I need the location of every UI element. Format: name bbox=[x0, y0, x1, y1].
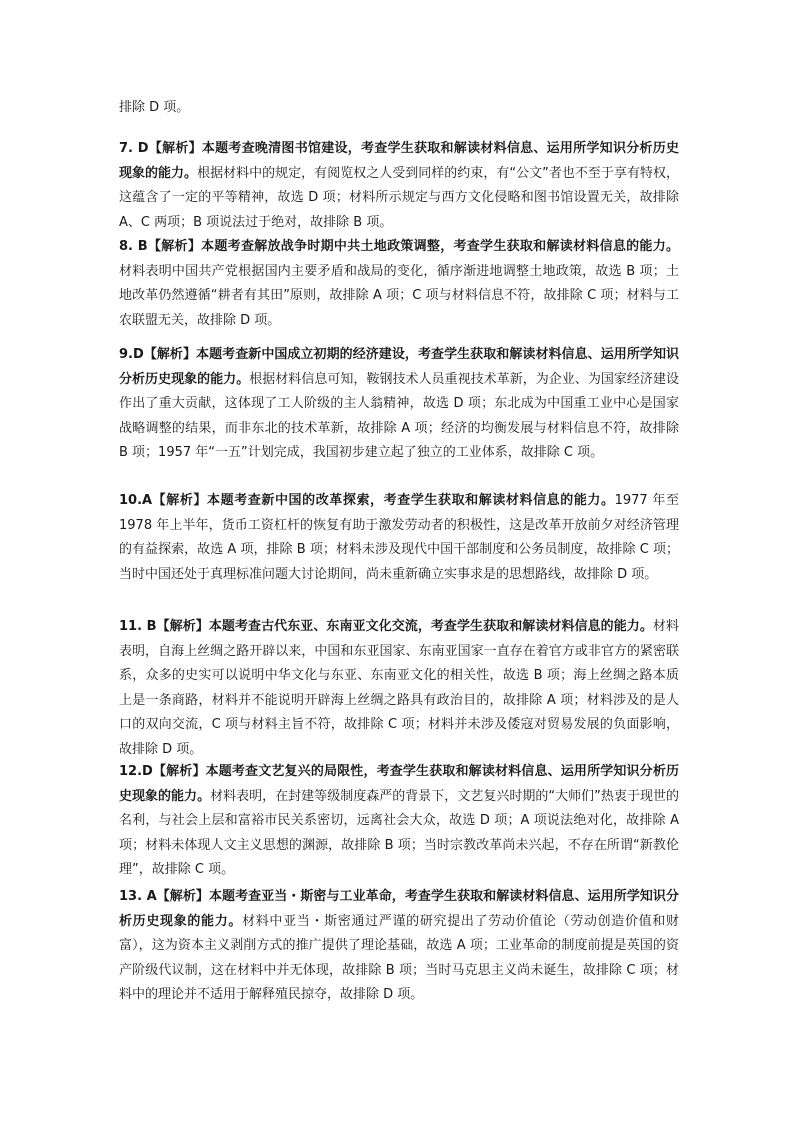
answer-12 bbox=[119, 760, 679, 883]
answer-9-heading: 9.D【解析】本题考查新中国成立初期的经济建设，考查学生获取和解读材料信息、运用所学知识分析历史现象的能力。 bbox=[119, 347, 679, 387]
answer-11 bbox=[119, 615, 679, 762]
answer-9-body: 根据材料信息可知，鞍钢技术人员重视技术革新，为企业、为国家经济建设作出了重大贡献，这体现了工人阶级的主人翁精神，故选 D 项；东北成为中国重工业中心是国家战略调整的结果，而非东北的技术革新，故排除 A 项；经济的均衡发展与材料信息不符，故排除 B 项；1957 年“一五”计划完成，我国初步建立起了独立的工业体系，故排除 C 项。 bbox=[119, 371, 679, 460]
answer-8 bbox=[119, 235, 679, 333]
answer-7 bbox=[119, 137, 679, 235]
answer-7-body: 根据材料中的规定，有阅览权之人受到同样的约束，有“公文”者也不至于享有特权，这蕴含了一定的平等精神，故选 D 项；材料所示规定与西方文化侵略和图书馆设置无关，故排除 A、C 两项；B 项说法过于绝对，故排除 B 项。 bbox=[119, 165, 679, 230]
answer-7-heading: 7. D【解析】本题考查晚清图书馆建设，考查学生获取和解读材料信息、运用所学知识分析历史现象的能力。 bbox=[119, 141, 679, 181]
answer-12-heading: 12.D【解析】本题考查文艺复兴的局限性，考查学生获取和解读材料信息、运用所学知识分析历史现象的能力。 bbox=[119, 764, 679, 804]
answer-11-heading: 11. B【解析】本题考查古代东亚、东南亚文化交流，考查学生获取和解读材料信息的能力。 bbox=[119, 619, 653, 634]
answer-12-body: 材料表明，在封建等级制度森严的背景下，文艺复兴时期的“大师们”热衷于现世的名利，与社会上层和富裕市民关系密切，远离社会大众，故选 D 项；A 项说法绝对化，故排除 A 项；材料未体现人文主义思想的渊源，故排除 B 项；当时宗教改革尚未兴起，不存在所谓“新教伦理”，故排除 C 项。 bbox=[119, 788, 679, 877]
answer-13 bbox=[119, 885, 679, 1008]
answer-9 bbox=[119, 343, 679, 466]
answer-8-heading: 8. B【解析】本题考查解放战争时期中共土地政策调整，考查学生获取和解读材料信息的能力。 bbox=[119, 239, 679, 254]
answer-11-body: 材料表明，自海上丝绸之路开辟以来，中国和东亚国家、东南亚国家一直存在着官方或非官方的紧密联系，众多的史实可以说明中华文化与东亚、东南亚文化的相关性，故选 B 项；海上丝绸之路本质上是一条商路，材料并不能说明开辟海上丝绸之路具有政治目的，故排除 A 项；材料涉及的是人口的双向交流，C 项与材料主旨不符，故排除 C 项；材料并未涉及倭寇对贸易发展的负面影响，故排除 D 项。 bbox=[119, 619, 679, 757]
answer-13-heading: 13. A【解析】本题考查亚当・斯密与工业革命，考查学生获取和解读材料信息、运用所学知识分析历史现象的能力。 bbox=[119, 889, 679, 929]
answer-10-body: 1977 年至 1978 年上半年，货币工资杠杆的恢复有助于激发劳动者的积极性，这是改革开放前夕对经济管理的有益探索，故选 A 项，排除 B 项；材料未涉及现代中国干部制度和公务员制度，故排除 C 项；当时中国还处于真理标准问题大讨论期间，尚未重新确立实事求是的思想路线，故排除 D 项。 bbox=[119, 493, 679, 582]
answer-13-body: 材料中亚当・斯密通过严谨的研究提出了劳动价值论（劳动创造价值和财富），这为资本主义剥削方式的推广提供了理论基础，故选 A 项；工业革命的制度前提是英国的资产阶级代议制，这在材料中并无体现，故排除 B 项；当时马克思主义尚未诞生，故排除 C 项；材料中的理论并不适用于解释殖民掠夺，故排除 D 项。 bbox=[119, 913, 679, 1002]
answer-10-heading: 10.A【解析】本题考查新中国的改革探索，考查学生获取和解读材料信息的能力。 bbox=[119, 493, 615, 508]
lead-line: 排除 D 项。 bbox=[119, 100, 190, 115]
answer-10 bbox=[119, 489, 679, 587]
answer-8-body: 材料表明中国共产党根据国内主要矛盾和战局的变化，循序渐进地调整土地政策，故选 B 项；土地改革仍然遵循“耕者有其田”原则，故排除 A 项；C 项与材料信息不符，故排除 C 项；材料与工农联盟无关，故排除 D 项。 bbox=[119, 263, 679, 328]
